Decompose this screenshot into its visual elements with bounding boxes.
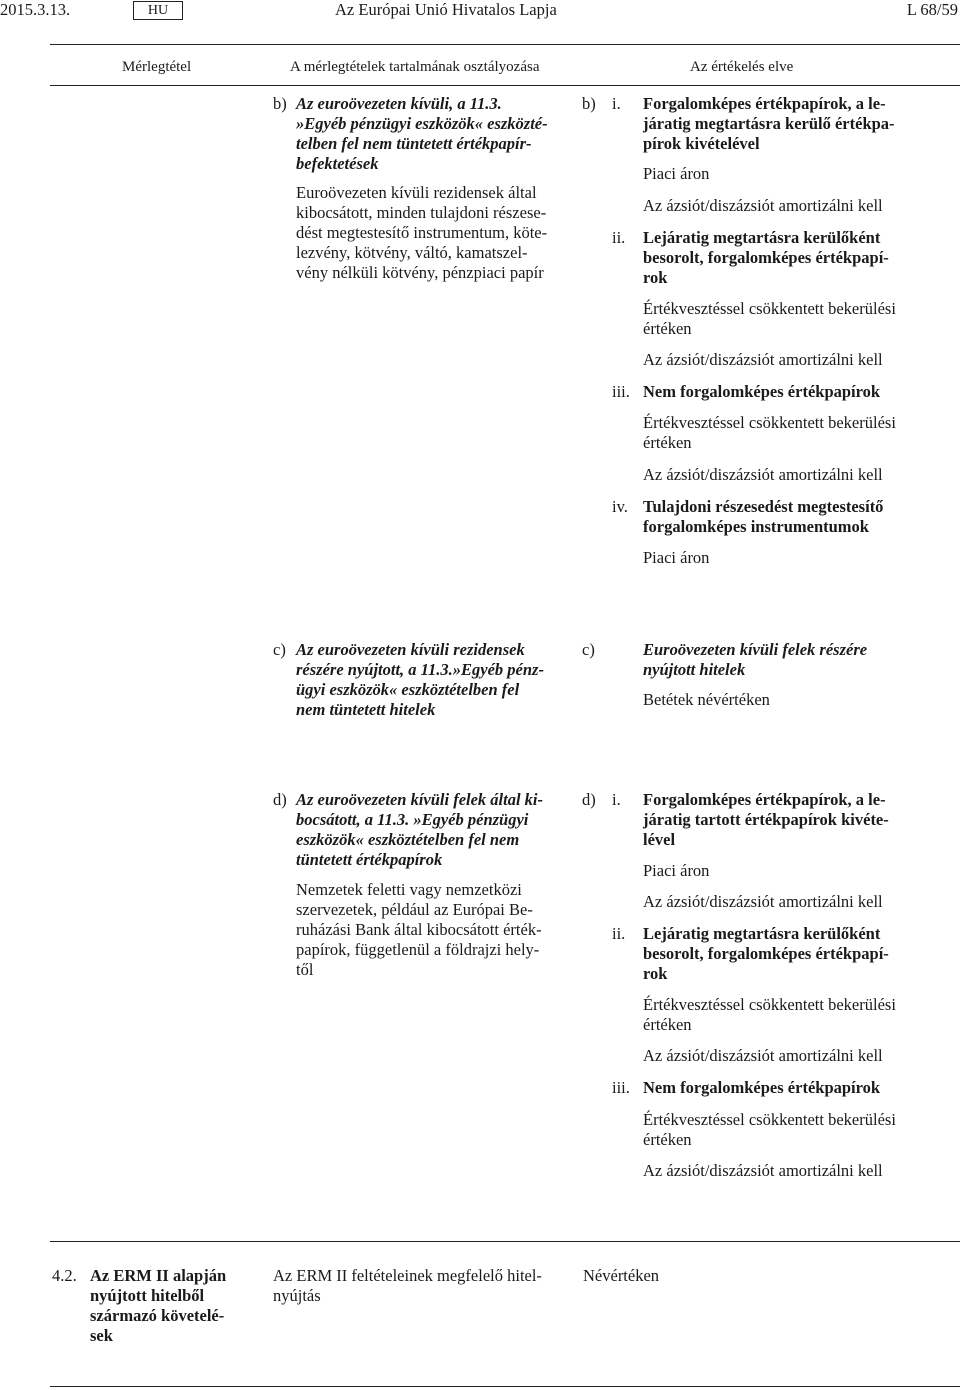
row-c-valuation-title	[643, 640, 867, 680]
text-line: bocsátott, a 11.3. »Egyéb pénzügyi	[296, 810, 529, 829]
text-line: kibocsátott, minden tulajdoni részese-	[296, 203, 547, 222]
text-line: rok	[643, 964, 668, 983]
text-line: lével	[643, 830, 676, 849]
text-line: Az euroövezeten kívüli felek által ki-	[296, 790, 544, 809]
text-line: szervezetek, például az Európai Be-	[296, 900, 533, 919]
erm-row-title	[90, 1266, 226, 1346]
language-badge: HU	[133, 1, 183, 20]
page-number: L 68/59	[906, 0, 958, 19]
text-line: Az euroövezeten kívüli, a 11.3.	[296, 94, 502, 113]
text-line: papírok, függetlenül a földrajzi hely-	[296, 940, 540, 959]
text-line: vény nélküli kötvény, pénzpiaci papír	[296, 263, 544, 282]
valuation-text: Az ázsiót/diszázsiót amortizálni kell	[643, 196, 883, 215]
valuation-text: értéken	[643, 433, 692, 452]
text-line: nyújtott hitelből	[90, 1286, 205, 1305]
valuation-item-title: Nem forgalomképes értékpapírok	[643, 1078, 881, 1097]
item-number: i.	[612, 94, 621, 113]
item-number: iii.	[612, 1078, 630, 1097]
text-line: »Egyéb pénzügyi eszközök« eszközté-	[296, 114, 548, 133]
text-line: Lejáratig megtartásra kerülőként	[643, 228, 881, 247]
row-d-description	[296, 880, 567, 980]
valuation-text: Piaci áron	[643, 548, 710, 567]
text-line: pírok kivételével	[643, 134, 760, 153]
text-line: forgalomképes instrumentumok	[643, 517, 869, 536]
item-number: ii.	[612, 924, 626, 943]
text-line: rok	[643, 268, 668, 287]
row-c-title	[296, 640, 567, 720]
column-header-item: Mérlegtétel	[122, 59, 192, 75]
text-line: től	[296, 960, 314, 979]
valuation-text: értéken	[643, 319, 692, 338]
row-d-valuation-label: d)	[582, 790, 596, 809]
valuation-text: Piaci áron	[643, 861, 710, 880]
valuation-item-title	[643, 94, 895, 154]
table-top-rule	[50, 44, 960, 45]
text-line: nem tüntetett hitelek	[296, 700, 436, 719]
valuation-item-title	[643, 228, 889, 288]
column-header-valuation: Az értékelés elve	[690, 59, 794, 75]
valuation-item-title	[643, 924, 889, 984]
text-line: eszközök« eszköztételben fel nem	[296, 830, 520, 849]
text-line: tüntetett értékpapírok	[296, 850, 443, 869]
text-line: járatig tartott értékpapírok kivéte-	[643, 810, 889, 829]
text-line: sek	[90, 1326, 113, 1345]
text-line: Nemzetek feletti vagy nemzetközi	[296, 880, 522, 899]
valuation-text: értéken	[643, 1015, 692, 1034]
text-line: ügyi eszközök« eszköztételben fel	[296, 680, 520, 699]
item-number: ii.	[612, 228, 626, 247]
row-b-valuation-label: b)	[582, 94, 596, 113]
valuation-text: Az ázsiót/diszázsiót amortizálni kell	[643, 465, 883, 484]
text-line: Tulajdoni részesedést megtestesítő	[643, 497, 884, 516]
text-line: Az euroövezeten kívüli rezidensek	[296, 640, 525, 659]
text-line: Az ERM II alapján	[90, 1266, 227, 1285]
valuation-item-title	[643, 790, 889, 850]
text-line: származó követelé-	[90, 1306, 225, 1325]
valuation-text: Az ázsiót/diszázsiót amortizálni kell	[643, 1161, 883, 1180]
table-bottom-rule	[50, 1386, 960, 1387]
text-line: lezvény, kötvény, váltó, kamatszel-	[296, 243, 528, 262]
valuation-text: Az ázsiót/diszázsiót amortizálni kell	[643, 1046, 883, 1065]
text-line: befektetések	[296, 154, 379, 173]
text-line: telben fel nem tüntetett értékpapír-	[296, 134, 532, 153]
row-separator-rule	[50, 1241, 960, 1242]
text-line: Forgalomképes értékpapírok, a le-	[643, 94, 886, 113]
row-c-label: c)	[273, 640, 286, 659]
row-c-valuation-label: c)	[582, 640, 595, 659]
text-line: ruházási Bank által kibocsátott érték-	[296, 920, 542, 939]
text-line: járatig megtartásra kerülő értékpa-	[643, 114, 895, 133]
item-number: iv.	[612, 497, 628, 516]
row-b-description	[296, 183, 567, 283]
column-header-rule	[50, 85, 960, 86]
valuation-text: Értékvesztéssel csökkentett bekerülési	[643, 1110, 896, 1129]
text-line: Euroövezeten kívüli felek részére	[643, 640, 868, 659]
header-date: 2015.3.13.	[0, 0, 71, 19]
column-header-classification: A mérlegtételek tartalmának osztályozása	[290, 59, 540, 75]
text-line: részére nyújtott, a 11.3.»Egyéb pénz-	[296, 660, 544, 679]
row-b-label: b)	[273, 94, 287, 113]
valuation-text: Betétek névértéken	[643, 690, 770, 709]
erm-row-number: 4.2.	[52, 1266, 77, 1285]
item-number: i.	[612, 790, 621, 809]
valuation-text: Értékvesztéssel csökkentett bekerülési	[643, 995, 896, 1014]
row-b-title	[296, 94, 567, 174]
text-line: besorolt, forgalomképes értékpapí-	[643, 248, 889, 267]
text-line: nyújtás	[273, 1286, 321, 1305]
valuation-text: Értékvesztéssel csökkentett bekerülési	[643, 413, 896, 432]
text-line: dést megtestesítő instrumentum, köte-	[296, 223, 548, 242]
erm-row-valuation: Névértéken	[583, 1266, 660, 1285]
text-line: Forgalomképes értékpapírok, a le-	[643, 790, 886, 809]
valuation-text: Az ázsiót/diszázsiót amortizálni kell	[643, 892, 883, 911]
valuation-text: értéken	[643, 1130, 692, 1149]
erm-row-description	[273, 1266, 542, 1306]
text-line: Az ERM II feltételeinek megfelelő hitel-	[273, 1266, 542, 1285]
valuation-text: Piaci áron	[643, 164, 710, 183]
text-line: nyújtott hitelek	[643, 660, 746, 679]
text-line: besorolt, forgalomképes értékpapí-	[643, 944, 889, 963]
item-number: iii.	[612, 382, 630, 401]
journal-title: Az Európai Unió Hivatalos Lapja	[335, 0, 557, 19]
valuation-text: Az ázsiót/diszázsiót amortizálni kell	[643, 350, 883, 369]
row-d-title	[296, 790, 567, 870]
valuation-item-title	[643, 497, 883, 537]
valuation-text: Értékvesztéssel csökkentett bekerülési	[643, 299, 896, 318]
row-d-label: d)	[273, 790, 287, 809]
text-line: Euroövezeten kívüli rezidensek által	[296, 183, 537, 202]
valuation-item-title: Nem forgalomképes értékpapírok	[643, 382, 881, 401]
text-line: Lejáratig megtartásra kerülőként	[643, 924, 881, 943]
